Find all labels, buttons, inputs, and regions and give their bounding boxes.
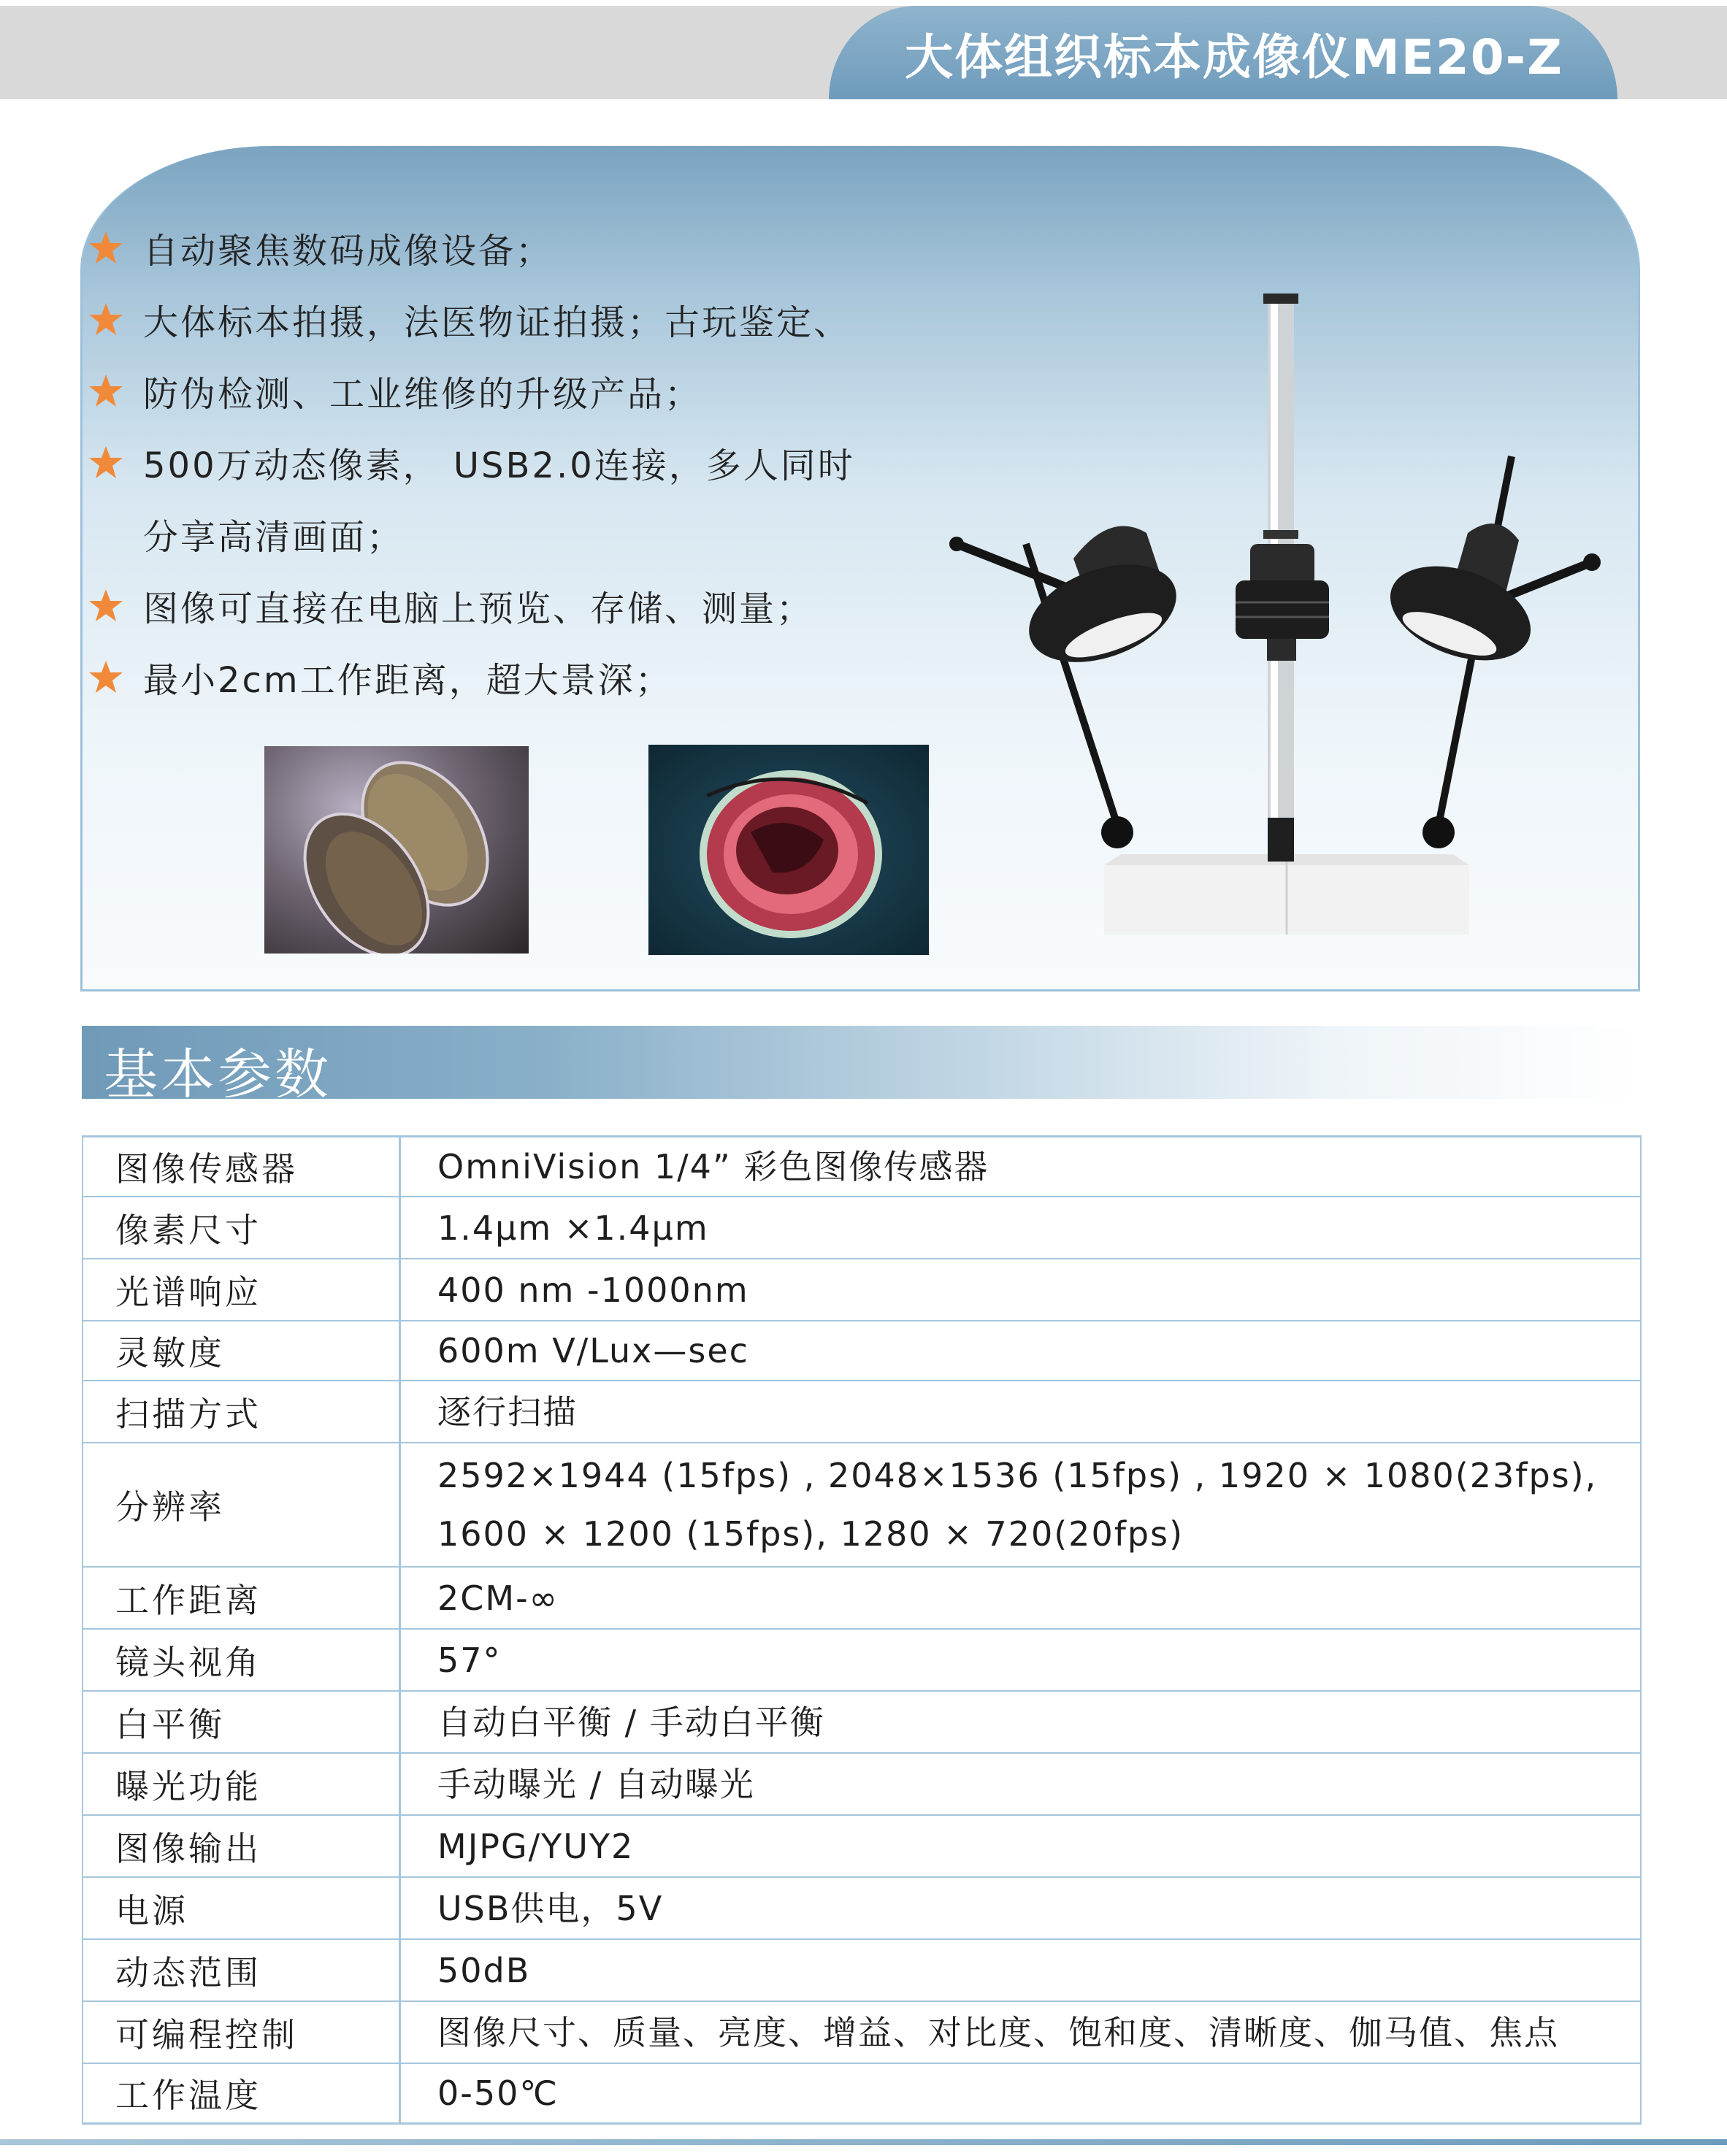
spec-value: 2592×1944 (15fps) , 2048×1536 (15fps) , 1920 × 1080(23fps), 1600 × 1200 (15fps), 1280 × 720(20fps) [400,1443,1642,1567]
feature-text: 防伪检测、工业维修的升级产品； [143,374,702,415]
spec-value: 手动曝光 / 自动曝光 [400,1753,1642,1815]
table-row [83,1691,1641,1753]
table-row [83,1381,1641,1443]
spec-value: 600m V/Lux—sec [400,1321,1642,1381]
table-row [83,2063,1641,2124]
spec-value: 0-50℃ [400,2063,1642,2124]
table-row [83,1753,1641,1815]
table-row [83,1567,1641,1629]
table-row [83,2001,1641,2063]
table-row [83,1815,1641,1877]
spec-key: 工作距离 [83,1567,400,1629]
feature-text: 分享高清画面； [143,517,405,558]
spec-value: 57° [400,1629,1642,1691]
page-title: 大体组织标本成像仪ME20-Z [905,28,1563,85]
table-row [83,1197,1641,1259]
spec-value: OmniVision 1/4” 彩色图像传感器 [400,1137,1642,1197]
spec-key: 扫描方式 [83,1381,400,1443]
star-icon [88,373,124,408]
star-icon [88,302,124,337]
star-icon [88,445,124,480]
spec-value: 2CM-∞ [400,1567,1642,1629]
spec-key: 像素尺寸 [83,1197,400,1259]
spec-key: 动态范围 [83,1939,400,2001]
sample-photo-microscopic-eggs [264,746,529,954]
sample-photo-tissue-specimen [648,745,929,955]
spec-key: 可编程控制 [83,2001,400,2063]
spec-key: 曝光功能 [83,1753,400,1815]
copy-stand-device-illustration [942,292,1628,956]
spec-value: 1.4µm ×1.4µm [400,1197,1642,1259]
spec-value: 逐行扫描 [400,1381,1642,1443]
feature-text: 大体标本拍摄，法医物证拍摄；古玩鉴定、 [143,302,851,343]
feature-text: 最小2cm工作距离，超大景深； [143,660,673,701]
spec-value: 50dB [400,1939,1642,2001]
table-row [83,1443,1641,1567]
spec-key: 灵敏度 [83,1321,400,1381]
spec-key: 分辨率 [83,1443,400,1567]
spec-key: 图像输出 [83,1815,400,1877]
star-icon [88,230,124,265]
star-icon [88,659,124,694]
table-row [83,1877,1641,1939]
table-row [83,1939,1641,2001]
table-row [83,1259,1641,1321]
spec-key: 图像传感器 [83,1137,400,1197]
star-icon [88,588,124,623]
title-tab [829,6,1617,99]
spec-table [82,1135,1642,2125]
feature-text: 自动聚焦数码成像设备； [143,231,554,272]
spec-key: 镜头视角 [83,1629,400,1691]
spec-value: 400 nm -1000nm [400,1259,1642,1321]
spec-value: 自动白平衡 / 手动白平衡 [400,1691,1642,1753]
section-header [82,1026,1640,1106]
spec-key: 白平衡 [83,1691,400,1753]
feature-text: 500万动态像素， USB2.0连接，多人同时 [143,445,855,486]
table-row [83,1137,1641,1197]
spec-value: USB供电，5V [400,1877,1642,1939]
table-row [83,1629,1641,1691]
bottom-rule [0,2139,1727,2145]
table-row [83,1321,1641,1381]
spec-value: MJPG/YUY2 [400,1815,1642,1877]
section-title: 基本参数 [104,1043,332,1106]
spec-key: 工作温度 [83,2063,400,2124]
feature-text: 图像可直接在电脑上预览、存储、测量； [143,588,814,629]
spec-value: 图像尺寸、质量、亮度、增益、对比度、饱和度、清晰度、伽马值、焦点 [400,2001,1642,2063]
spec-key: 电源 [83,1877,400,1939]
spec-key: 光谱响应 [83,1259,400,1321]
